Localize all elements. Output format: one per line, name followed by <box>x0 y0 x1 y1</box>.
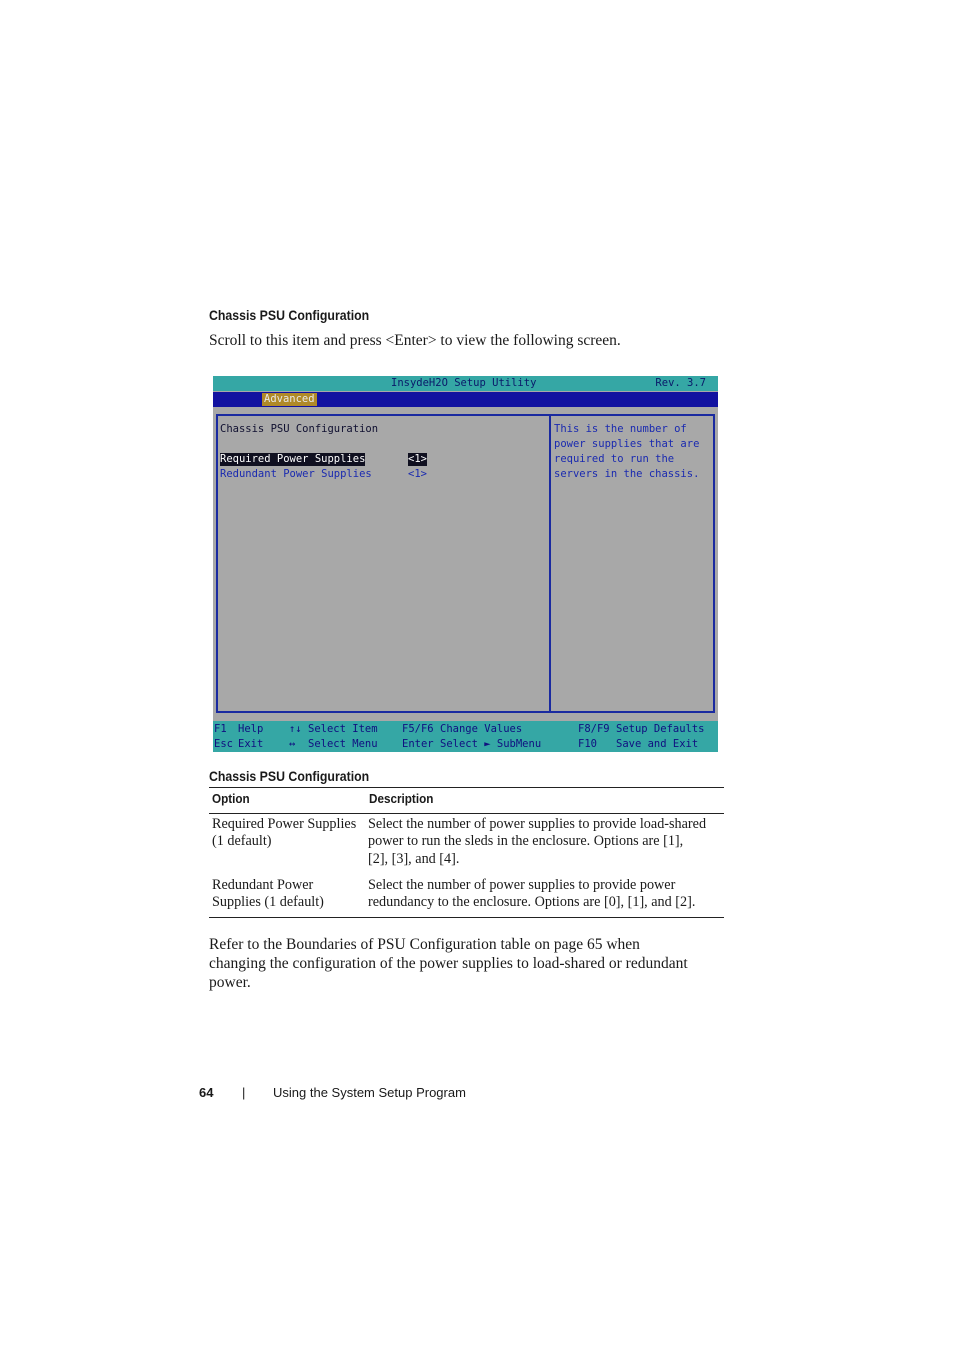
chapter-title: Using the System Setup Program <box>273 1085 466 1100</box>
bios-menu-bar <box>213 392 718 407</box>
key-enter-label: Select ► SubMenu <box>440 738 542 750</box>
closing-text-line: Refer to the Boundaries of PSU Configuration table on page 65 when <box>209 936 640 953</box>
table-header-rule <box>209 813 724 814</box>
table-top-rule <box>209 787 724 788</box>
key-arrows-ud-label: Select Item <box>308 723 378 735</box>
key-f5f6: F5/F6 <box>402 723 434 735</box>
key-esc-label: Exit <box>238 738 264 750</box>
bios-title: InsydeH2O Setup Utility <box>391 377 537 389</box>
bios-item-required-power-supplies[interactable]: Required Power Supplies <box>220 453 366 465</box>
bios-key-legend <box>213 721 718 752</box>
section-heading: Chassis PSU Configuration <box>209 307 370 323</box>
column-header-option: Option <box>212 791 250 806</box>
description-line: redundancy to the enclosure. Options are [0], [1], and [2]. <box>368 894 696 910</box>
bios-title-bar <box>213 376 718 391</box>
key-f1-label: Help <box>238 723 264 735</box>
key-enter: Enter <box>402 738 434 750</box>
closing-text-line: power. <box>209 974 251 991</box>
key-f8f9-label: Setup Defaults <box>616 723 705 735</box>
description-line: Select the number of power supplies to provide load-shared <box>368 816 707 832</box>
table-bottom-rule <box>209 917 724 918</box>
key-esc: Esc <box>214 738 233 750</box>
key-f8f9: F8/F9 <box>578 723 610 735</box>
description-line: [2], [3], and [4]. <box>368 851 460 867</box>
description-line: Select the number of power supplies to provide power <box>368 877 676 893</box>
bios-panel-divider <box>549 414 551 713</box>
key-arrows-ud: ↑↓ <box>289 723 302 735</box>
bios-help-line: servers in the chassis. <box>554 468 700 480</box>
key-f1: F1 <box>214 723 227 735</box>
key-f10-label: Save and Exit <box>616 738 699 750</box>
bios-help-line: This is the number of <box>554 423 687 435</box>
column-header-description: Description <box>369 791 434 806</box>
footer-separator: | <box>242 1085 246 1100</box>
tab-advanced[interactable]: Advanced <box>264 393 315 405</box>
bios-revision: Rev. 3.7 <box>655 377 706 389</box>
bios-item-redundant-value[interactable]: <1> <box>408 468 427 480</box>
bios-item-redundant-power-supplies[interactable]: Redundant Power Supplies <box>220 468 372 480</box>
key-arrows-lr: ↔ <box>289 738 296 750</box>
bios-item-required-value[interactable]: <1> <box>408 453 427 465</box>
intro-text: Scroll to this item and press <Enter> to view the following screen. <box>209 332 621 349</box>
bios-setup-screenshot <box>213 376 718 752</box>
table-caption: Chassis PSU Configuration <box>209 768 370 784</box>
option-line: Supplies (1 default) <box>212 894 324 910</box>
key-arrows-lr-label: Select Menu <box>308 738 378 750</box>
closing-text-line: changing the configuration of the power supplies to load-shared or redundant <box>209 955 688 972</box>
description-line: power to run the sleds in the enclosure. Options are [1], <box>368 833 684 849</box>
bios-help-line: power supplies that are <box>554 438 700 450</box>
bios-page-title: Chassis PSU Configuration <box>220 423 379 435</box>
key-f5f6-label: Change Values <box>440 723 523 735</box>
option-line: Redundant Power <box>212 877 314 893</box>
page-number: 64 <box>199 1085 214 1100</box>
bios-help-line: required to run the <box>554 453 675 465</box>
option-line: (1 default) <box>212 833 272 849</box>
option-line: Required Power Supplies <box>212 816 357 832</box>
key-f10: F10 <box>578 738 597 750</box>
